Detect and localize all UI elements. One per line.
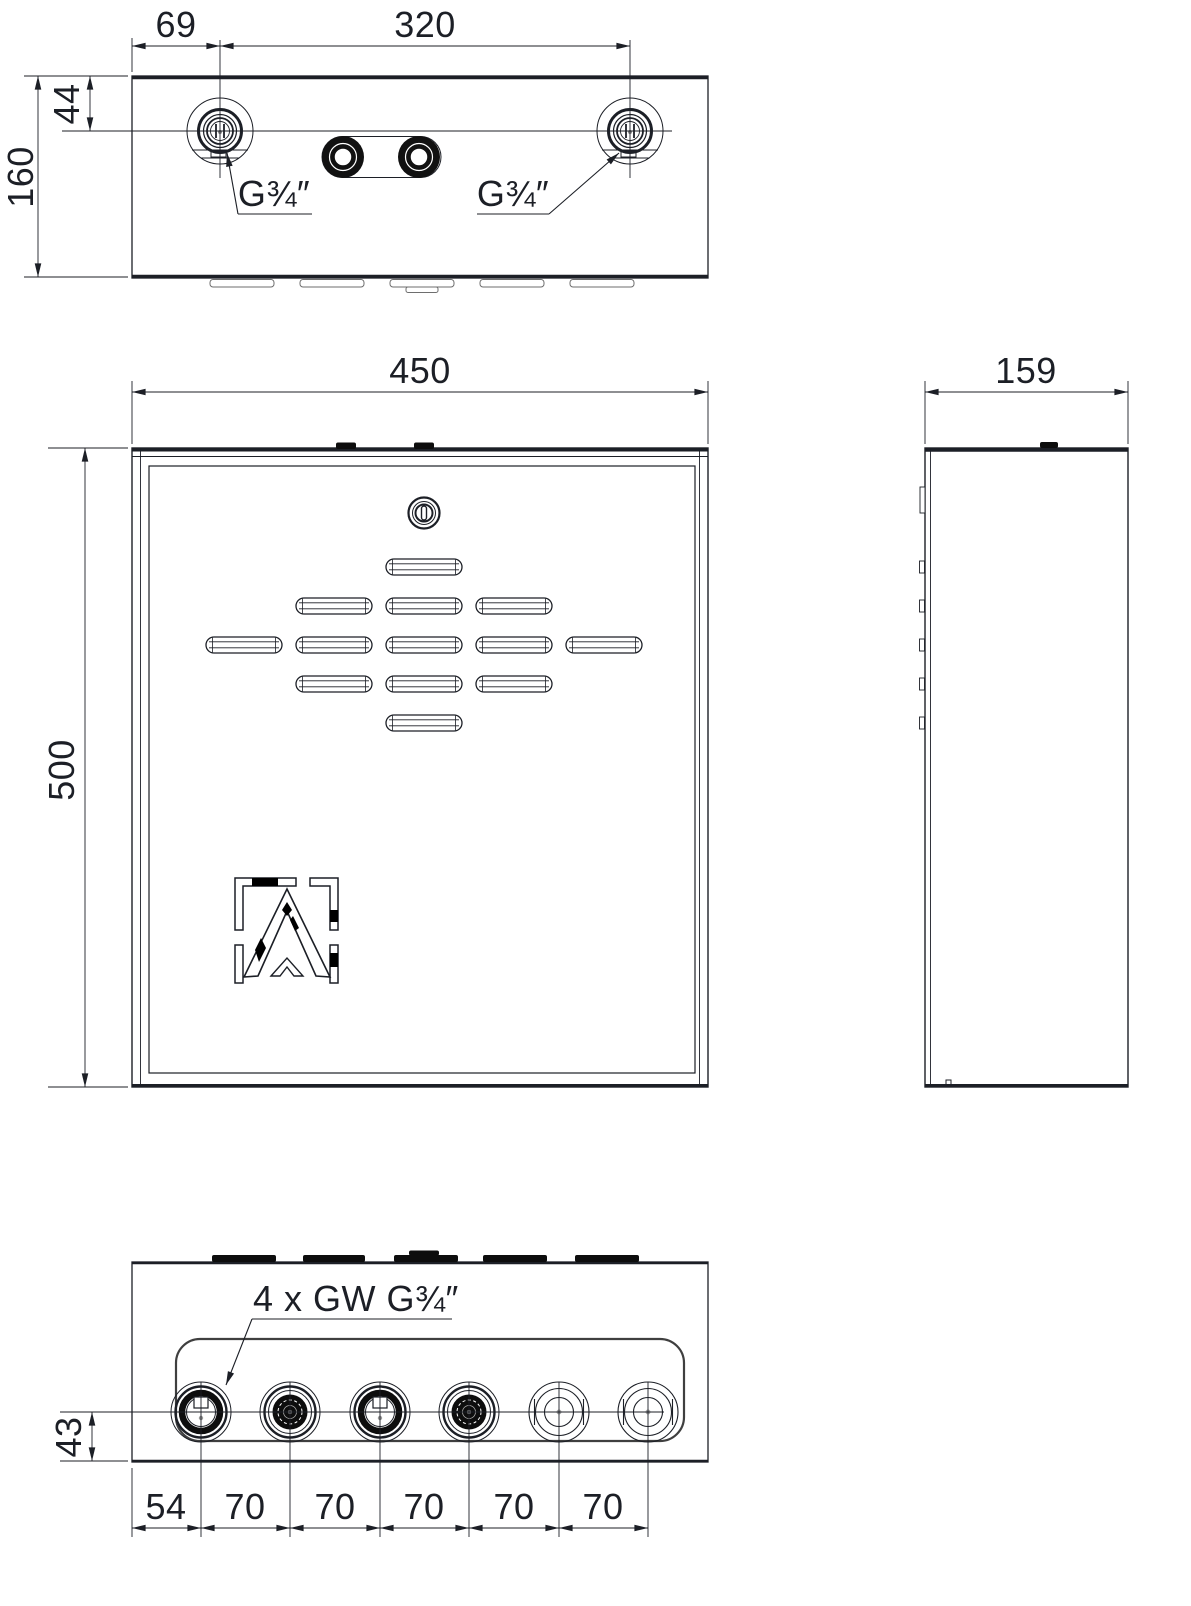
dim-44-label: 44 xyxy=(46,83,87,125)
mounting-tab xyxy=(212,1255,276,1262)
top-view xyxy=(0,4,708,293)
side-view-outline xyxy=(925,442,1128,1087)
vent-slot xyxy=(566,637,642,653)
vent-slot xyxy=(386,676,462,692)
vent-slot xyxy=(206,637,282,653)
connection-label: 4 x GW G¾″ xyxy=(253,1278,459,1319)
door-latch-tab xyxy=(406,287,438,293)
vent-slot xyxy=(476,598,552,614)
top-latch-bump xyxy=(1040,442,1058,448)
dim-70-label: 70 xyxy=(314,1486,356,1527)
hinge-tab xyxy=(414,443,434,450)
dim-43-label: 43 xyxy=(48,1416,89,1458)
callout-connections xyxy=(226,1278,459,1385)
connection-panel xyxy=(176,1339,684,1441)
dim-450-label: 450 xyxy=(389,350,451,391)
bottom-view-tabs xyxy=(212,1251,639,1263)
dimension-chain xyxy=(132,1486,648,1528)
dim-69-label: 69 xyxy=(155,4,197,45)
mounting-tab xyxy=(394,1255,458,1262)
vent-slot xyxy=(296,598,372,614)
door-panel xyxy=(149,466,695,1073)
vent-lip xyxy=(920,717,925,729)
vent-slot xyxy=(476,637,552,653)
vent-slot xyxy=(386,637,462,653)
vent-lip xyxy=(920,561,925,573)
dim-70-label: 70 xyxy=(403,1486,445,1527)
dimension-450 xyxy=(132,350,708,444)
front-view-outline xyxy=(132,448,708,1087)
ventilation-grille xyxy=(206,559,642,731)
dimension-43 xyxy=(48,1412,128,1461)
dimension-69 xyxy=(132,4,220,72)
fitting-label-left: G¾″ xyxy=(237,173,311,214)
vent-lip xyxy=(920,600,925,612)
mounting-tab xyxy=(300,280,364,288)
side-view xyxy=(920,350,1129,1087)
mounting-tab xyxy=(303,1255,365,1262)
vent-slot xyxy=(386,559,462,575)
mounting-tab xyxy=(483,1255,547,1262)
dim-70-label: 70 xyxy=(582,1486,624,1527)
dimension-159 xyxy=(925,350,1128,444)
callout-g34-right xyxy=(477,153,619,214)
mounting-tab xyxy=(210,280,274,288)
top-view-front-tabs xyxy=(210,280,634,293)
front-view xyxy=(41,350,708,1087)
brand-logo xyxy=(235,878,338,983)
vent-lip xyxy=(920,678,925,690)
vent-slot xyxy=(476,676,552,692)
dim-160-label: 160 xyxy=(0,146,41,208)
door-latch-tab xyxy=(409,1251,439,1256)
vent-lip xyxy=(920,639,925,651)
dim-54-label: 54 xyxy=(145,1486,187,1527)
dimension-44 xyxy=(24,76,128,131)
dim-70-label: 70 xyxy=(224,1486,266,1527)
bottom-view xyxy=(48,1251,708,1538)
dim-500-label: 500 xyxy=(41,739,82,801)
hinge-tab xyxy=(336,443,356,450)
mounting-tab xyxy=(570,280,634,288)
vent-slot xyxy=(386,598,462,614)
side-view-edge-details xyxy=(920,487,926,729)
dimension-320 xyxy=(220,4,630,46)
vent-slot xyxy=(296,637,372,653)
fitting-label-right: G¾″ xyxy=(476,173,550,214)
callout-g34-left xyxy=(227,153,312,214)
dim-159-label: 159 xyxy=(995,350,1057,391)
mounting-tab xyxy=(390,280,454,288)
keyhole-slot xyxy=(322,136,441,178)
mounting-tab xyxy=(575,1255,639,1262)
hinge-knuckle xyxy=(920,487,925,513)
dimension-500 xyxy=(41,448,128,1087)
dim-320-label: 320 xyxy=(394,4,456,45)
vent-slot xyxy=(296,676,372,692)
dim-70-label: 70 xyxy=(493,1486,535,1527)
door-lock-icon xyxy=(409,498,440,529)
vent-slot xyxy=(386,715,462,731)
mounting-tab xyxy=(480,280,544,288)
